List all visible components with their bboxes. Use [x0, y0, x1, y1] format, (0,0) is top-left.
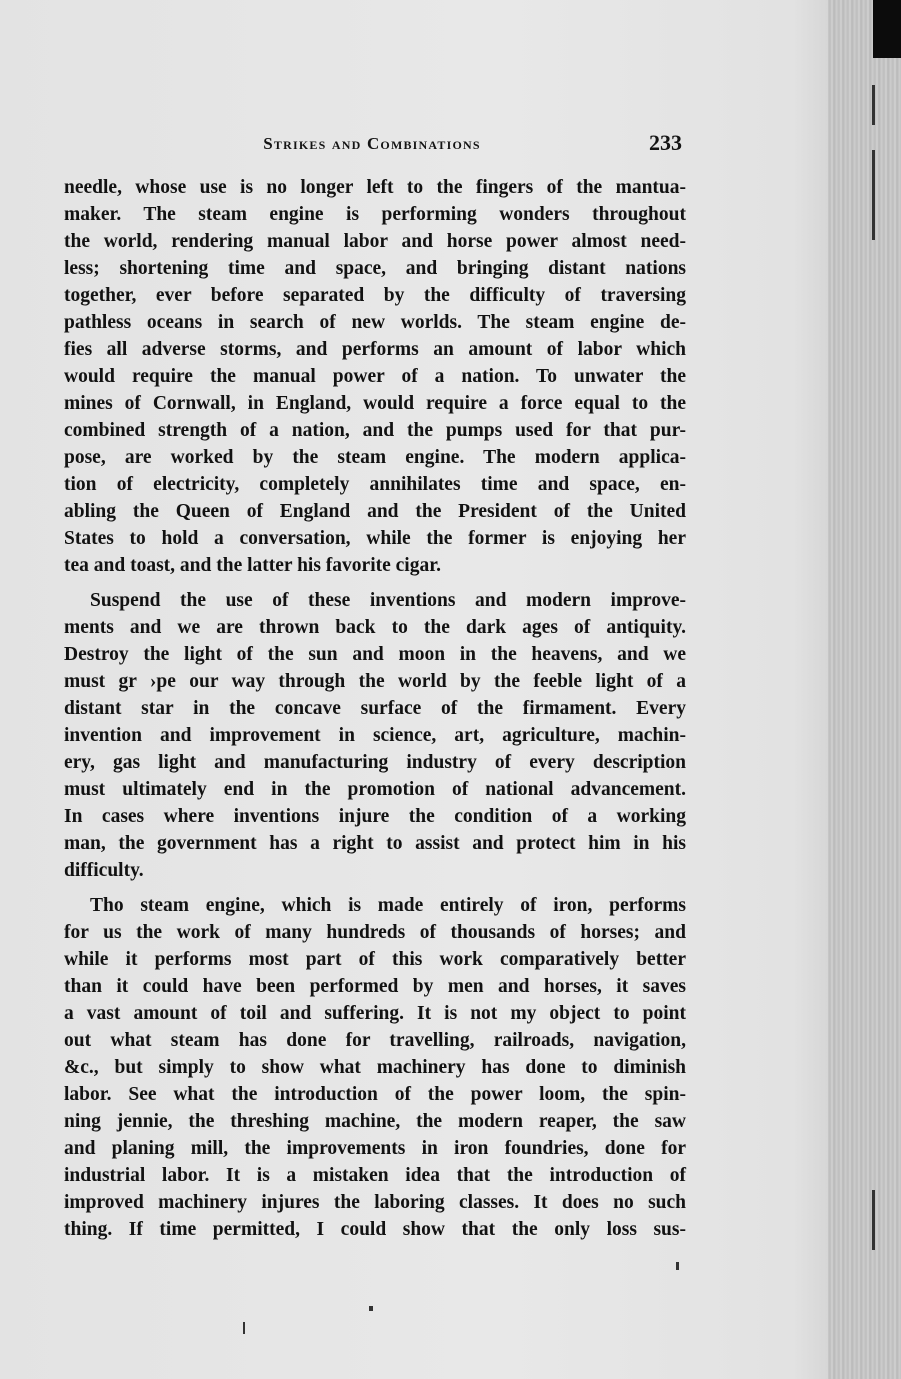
- text-line: maker. The steam engine is performing wonders throughout: [64, 204, 686, 225]
- text-line: together, ever before separated by the difficulty of traversing: [64, 285, 686, 306]
- text-line: than it could have been performed by men and horses, it saves: [64, 976, 686, 997]
- text-line: improved machinery injures the laboring classes. It does no such: [64, 1192, 686, 1213]
- ink-speck: [243, 1322, 245, 1334]
- text-line: thing. If time permitted, I could show that the only loss sus-: [64, 1219, 686, 1240]
- text-line: would require the manual power of a nation. To unwater the: [64, 366, 686, 387]
- text-line: must gr ›pe our way through the world by the feeble light of a: [64, 671, 686, 692]
- text-line: out what steam has done for travelling, railroads, navigation,: [64, 1030, 686, 1051]
- text-line: In cases where inventions injure the condition of a working: [64, 806, 686, 827]
- paragraph: [64, 174, 686, 579]
- text-line: distant star in the concave surface of the firmament. Every: [64, 698, 686, 719]
- text-line: combined strength of a nation, and the pumps used for that pur-: [64, 420, 686, 441]
- text-line: invention and improvement in science, art, agriculture, machin-: [64, 725, 686, 746]
- text-line: pose, are worked by the steam engine. The modern applica-: [64, 447, 686, 468]
- text-line: labor. See what the introduction of the power loom, the spin-: [64, 1084, 686, 1105]
- text-line: Destroy the light of the sun and moon in the heavens, and we: [64, 644, 686, 665]
- text-line: abling the Queen of England and the President of the United: [64, 501, 686, 522]
- text-line: needle, whose use is no longer left to the fingers of the mantua-: [64, 177, 686, 198]
- text-line: for us the work of many hundreds of thousands of horses; and: [64, 922, 686, 943]
- text-line: tion of electricity, completely annihilates time and space, en-: [64, 474, 686, 495]
- paragraph: [64, 587, 686, 884]
- text-line: while it performs most part of this work comparatively better: [64, 949, 686, 970]
- text-line: fies all adverse storms, and performs an amount of labor which: [64, 339, 686, 360]
- text-line: Suspend the use of these inventions and modern improve-: [90, 590, 686, 611]
- text-line: a vast amount of toil and suffering. It is not my object to point: [64, 1003, 686, 1024]
- ink-speck: [676, 1262, 679, 1270]
- running-head: [62, 130, 682, 160]
- text-line: man, the government has a right to assist and protect him in his: [64, 833, 686, 854]
- text-line: the world, rendering manual labor and horse power almost need-: [64, 231, 686, 252]
- running-title: Strikes and Combinations: [263, 134, 481, 153]
- spine-mark: [872, 150, 875, 240]
- text-line: &c., but simply to show what machinery has done to diminish: [64, 1057, 686, 1078]
- text-line: ery, gas light and manufacturing industry of every description: [64, 752, 686, 773]
- spine-shadow: [873, 0, 901, 58]
- spine-mark: [872, 1190, 875, 1250]
- text-line: less; shortening time and space, and bringing distant nations: [64, 258, 686, 279]
- book-spine: [828, 0, 901, 1379]
- spine-mark: [872, 85, 875, 125]
- text-line: Tho steam engine, which is made entirely of iron, performs: [90, 895, 686, 916]
- page-number: 233: [649, 130, 682, 155]
- paragraph: [64, 892, 686, 1243]
- text-line: difficulty.: [64, 860, 144, 881]
- text-line: mines of Cornwall, in England, would require a force equal to the: [64, 393, 686, 414]
- ink-speck: [369, 1306, 373, 1311]
- text-line: ning jennie, the threshing machine, the modern reaper, the saw: [64, 1111, 686, 1132]
- text-line: tea and toast, and the latter his favorite cigar.: [64, 555, 441, 576]
- text-line: pathless oceans in search of new worlds. The steam engine de-: [64, 312, 686, 333]
- text-line: industrial labor. It is a mistaken idea that the introduction of: [64, 1165, 686, 1186]
- text-line: and planing mill, the improvements in iron foundries, done for: [64, 1138, 686, 1159]
- text-line: States to hold a conversation, while the former is enjoying her: [64, 528, 686, 549]
- body-text: [64, 174, 686, 1243]
- text-line: must ultimately end in the promotion of national advancement.: [64, 779, 686, 800]
- text-line: ments and we are thrown back to the dark ages of antiquity.: [64, 617, 686, 638]
